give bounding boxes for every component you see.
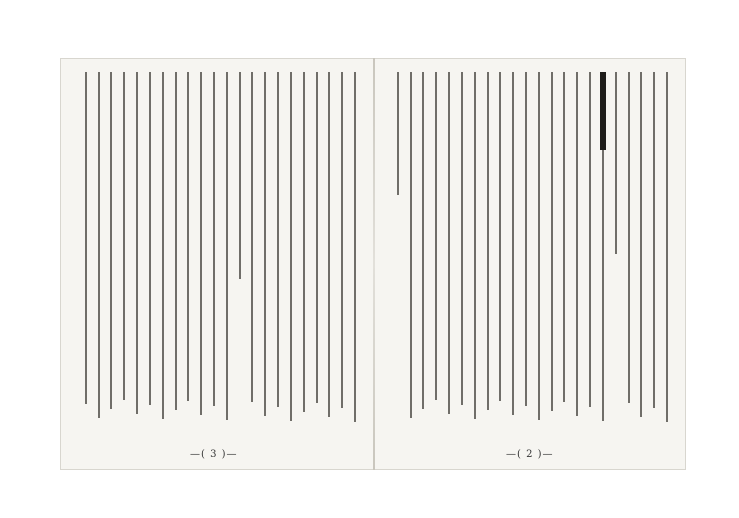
text-column [435,72,437,400]
text-column [162,72,164,419]
text-column [615,72,617,254]
text-column [474,72,476,419]
text-column [226,72,228,420]
text-column [354,72,356,422]
text-column [640,72,642,417]
text-column [341,72,343,408]
text-column [461,72,463,405]
text-column [499,72,501,401]
text-column [576,72,578,416]
text-column [525,72,527,406]
text-column [264,72,266,416]
left-page [78,72,360,432]
text-column [487,72,489,410]
right-page-number: —( 2 )— [506,449,554,460]
text-column [538,72,540,420]
text-column [666,72,668,422]
text-column [563,72,565,402]
text-column [213,72,215,406]
text-column [98,72,100,418]
text-column [85,72,87,404]
text-column [136,72,138,414]
text-column [589,72,591,407]
text-column [123,72,125,400]
page-gutter [373,58,375,470]
text-column [316,72,318,403]
text-column [175,72,177,410]
text-column [290,72,292,421]
text-column [410,72,412,418]
text-column [251,72,253,402]
text-column [422,72,424,409]
text-column [187,72,189,401]
text-column [653,72,655,408]
text-column [239,72,241,279]
text-column [303,72,305,412]
text-column [328,72,330,417]
text-column [277,72,279,407]
text-column [448,72,450,414]
left-page-number: —( 3 )— [190,449,238,460]
text-column [149,72,151,405]
text-column [397,72,399,195]
text-column [551,72,553,411]
book-spread [60,58,686,470]
section-heading-mark [600,72,606,150]
text-column [200,72,202,415]
text-column [512,72,514,415]
right-page [390,72,672,432]
text-column [628,72,630,403]
text-column [110,72,112,409]
